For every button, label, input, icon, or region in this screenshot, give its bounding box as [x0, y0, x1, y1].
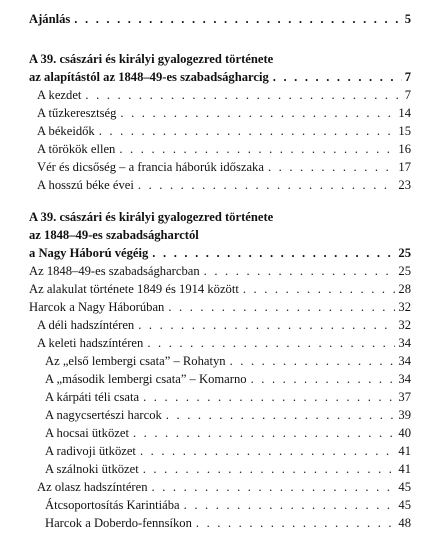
- toc-entry-page: 34: [398, 372, 411, 386]
- toc-entry-title: Az olasz hadszíntéren: [37, 480, 148, 494]
- dot-leader: [85, 88, 401, 102]
- toc-entry-page: 16: [398, 142, 411, 156]
- table-of-contents: [29, 12, 411, 534]
- toc-entry: [29, 336, 411, 354]
- toc-entry-page: 37: [398, 390, 411, 404]
- toc-entry-title: A keleti hadszíntéren: [37, 336, 144, 350]
- toc-entry: [29, 498, 411, 516]
- toc-entry-title: A hocsai ütközet: [45, 426, 129, 440]
- toc-entry: [29, 480, 411, 498]
- dot-leader: [120, 106, 395, 120]
- toc-entry-title: Az 1848–49-es szabadságharcban: [29, 264, 200, 278]
- toc-entry: [29, 408, 411, 426]
- toc-entry-page: 25: [398, 246, 411, 260]
- dot-leader: [230, 354, 396, 368]
- toc-entry-title: A déli hadszíntéren: [37, 318, 135, 332]
- toc-entry-page: 40: [398, 426, 411, 440]
- toc-entry-title: A szálnoki ütközet: [45, 462, 139, 476]
- toc-entry-ajanlas: [29, 12, 411, 30]
- toc-entry-title: A kárpáti téli csata: [45, 390, 140, 404]
- toc-entry-page: 25: [398, 264, 411, 278]
- toc-entry-page: 45: [398, 498, 411, 512]
- toc-entry: [29, 160, 411, 178]
- dot-leader: [138, 178, 396, 192]
- toc-entry: [29, 300, 411, 318]
- toc-entry: [29, 372, 411, 390]
- toc-entry-page: 7: [404, 88, 411, 102]
- toc-entry-title: Harcok a Doberdo-fennsíkon: [45, 516, 192, 530]
- dot-leader: [196, 516, 396, 530]
- toc-entry: [29, 426, 411, 444]
- dot-leader: [143, 390, 395, 404]
- toc-entry-page: 17: [398, 160, 411, 174]
- toc-entry-page: 45: [398, 480, 411, 494]
- section1-heading-line2: [29, 70, 411, 88]
- toc-entry-title: A békeidők: [37, 124, 95, 138]
- toc-entry-page: 34: [398, 336, 411, 350]
- toc-entry: [29, 282, 411, 300]
- dot-leader: [99, 124, 396, 138]
- toc-entry-title: A törökök ellen: [37, 142, 116, 156]
- toc-entry-page: 48: [398, 516, 411, 530]
- dot-leader: [251, 372, 396, 386]
- dot-leader: [152, 246, 395, 260]
- toc-entry-page: 28: [398, 282, 411, 296]
- dot-leader: [268, 160, 395, 174]
- toc-entry: [29, 462, 411, 480]
- dot-leader: [184, 498, 396, 512]
- toc-entry: [29, 354, 411, 372]
- toc-entry-page: 34: [398, 354, 411, 368]
- toc-entry-page: 41: [398, 462, 411, 476]
- toc-entry-page: 23: [398, 178, 411, 192]
- toc-entry: [29, 444, 411, 462]
- dot-leader: [273, 70, 402, 84]
- toc-entry-title: Átcsoportosítás Karintiába: [45, 498, 180, 512]
- toc-entry-title: A tűzkeresztség: [37, 106, 117, 120]
- toc-entry-page: 14: [398, 106, 411, 120]
- dot-leader: [138, 318, 395, 332]
- section1-heading-line1: A 39. császári és királyi gyalogezred története: [29, 52, 274, 66]
- dot-leader: [166, 408, 396, 422]
- toc-entry-page: 15: [398, 124, 411, 138]
- toc-entry-title: A „második lembergi csata” – Komarno: [45, 372, 247, 386]
- dot-leader: [168, 300, 395, 314]
- toc-entry-page: 39: [398, 408, 411, 422]
- toc-entry-page: 7: [404, 70, 411, 84]
- dot-leader: [204, 264, 396, 278]
- toc-entry: [29, 106, 411, 124]
- toc-entry: [29, 264, 411, 282]
- toc-entry: [29, 516, 411, 534]
- toc-entry-title: Vér és dicsőség – a francia háborúk időszaka: [37, 160, 264, 174]
- toc-entry-title: Harcok a Nagy Háborúban: [29, 300, 165, 314]
- spacer: [29, 196, 411, 210]
- dot-leader: [140, 444, 395, 458]
- toc-entry: [29, 178, 411, 196]
- toc-entry-title: a Nagy Háború végéig: [29, 246, 149, 260]
- toc-entry-page: 32: [398, 318, 411, 332]
- toc-entry: [29, 88, 411, 106]
- dot-leader: [243, 282, 396, 296]
- section2-heading-line1: A 39. császári és királyi gyalogezred története: [29, 210, 274, 224]
- section2-heading-line2: az 1848–49-es szabadságharctól: [29, 228, 199, 242]
- toc-entry: [29, 318, 411, 336]
- toc-entry-title: Az alakulat története 1849 és 1914 között: [29, 282, 239, 296]
- dot-leader: [143, 462, 396, 476]
- toc-entry-title: A nagycsertészi harcok: [45, 408, 162, 422]
- toc-entry-page: 41: [398, 444, 411, 458]
- dot-leader: [152, 480, 396, 494]
- toc-entry-title: A kezdet: [37, 88, 82, 102]
- toc-entry-title: Az „első lembergi csata” – Rohatyn: [45, 354, 226, 368]
- dot-leader: [133, 426, 395, 440]
- section2-heading-line3: [29, 246, 411, 264]
- spacer: [29, 30, 411, 52]
- toc-entry-title: A hosszú béke évei: [37, 178, 134, 192]
- dot-leader: [74, 12, 401, 26]
- toc-entry: [29, 124, 411, 142]
- toc-entry-title: A radivoji ütközet: [45, 444, 136, 458]
- toc-entry: [29, 390, 411, 408]
- toc-entry-title: Ajánlás: [29, 12, 71, 26]
- dot-leader: [119, 142, 395, 156]
- toc-entry-page: 32: [398, 300, 411, 314]
- toc-entry-page: 5: [404, 12, 411, 26]
- toc-entry: [29, 142, 411, 160]
- toc-entry-title: az alapítástól az 1848–49-es szabadságharcig: [29, 70, 269, 84]
- dot-leader: [147, 336, 395, 350]
